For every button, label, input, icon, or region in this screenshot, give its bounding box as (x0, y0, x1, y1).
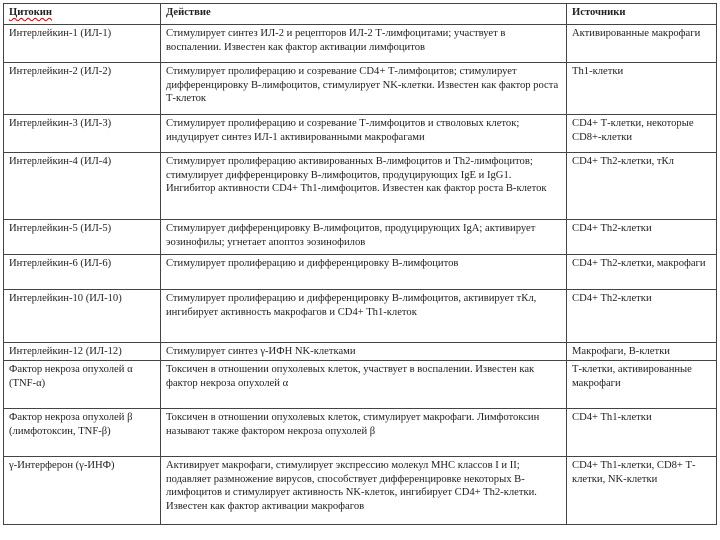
table-row (4, 220, 717, 255)
table-row (4, 255, 717, 290)
cell-cytokine: Интерлейкин-6 (ИЛ-6) (4, 255, 161, 290)
table-row (4, 361, 717, 409)
cell-action: Стимулирует пролиферацию и дифференцировку В-лимфоцитов (161, 255, 567, 290)
table-row (4, 409, 717, 457)
cell-action: Стимулирует пролиферацию и созревание Т-лимфоцитов и стволовых клеток; индуцирует синтез ИЛ-1 активированными макрофагами (161, 115, 567, 153)
table-row (4, 115, 717, 153)
cell-sources: CD4+ Th2-клетки (567, 220, 717, 255)
cell-cytokine: Фактор некроза опухолей β (лимфотоксин, TNF-β) (4, 409, 161, 457)
table-header-row (4, 4, 717, 25)
cell-cytokine: Интерлейкин-5 (ИЛ-5) (4, 220, 161, 255)
cell-cytokine: Интерлейкин-4 (ИЛ-4) (4, 153, 161, 220)
table-row (4, 290, 717, 343)
cell-action: Токсичен в отношении опухолевых клеток, участвует в воспалении. Известен как фактор некроза опухолей α (161, 361, 567, 409)
cell-sources: Активированные макрофаги (567, 25, 717, 63)
table-row (4, 63, 717, 115)
cell-sources: CD4+ Т-клетки, некоторые CD8+-клетки (567, 115, 717, 153)
cell-sources: CD4+ Th1-клетки (567, 409, 717, 457)
cell-action: Стимулирует дифференцировку В-лимфоцитов, продуцирующих IgA; активирует эозинофилы; угнетает апоптоз эозинофилов (161, 220, 567, 255)
cell-cytokine: γ-Интерферон (γ-ИНФ) (4, 457, 161, 525)
header-cytokine: Цитокин (4, 4, 161, 25)
table-row (4, 343, 717, 361)
cell-action: Стимулирует синтез γ-ИФН NK-клетками (161, 343, 567, 361)
cell-action: Активирует макрофаги, стимулирует экспрессию молекул MHC классов I и II; подавляет размножение вирусов, способствует дифференцировке некоторых В-лимфоцитов и стимулирует активность NK-клеток, ингибирует CD4+ Th2-клетки. Известен как фактор активации макрофагов (161, 457, 567, 525)
cell-action: Стимулирует пролиферацию и созревание CD4+ Т-лимфоцитов; стимулирует дифференцировку В-лимфоцитов, стимулирует NK-клетки. Известен как фактор роста Т-клеток (161, 63, 567, 115)
cell-action: Токсичен в отношении опухолевых клеток, стимулирует макрофаги. Лимфотоксин называют также фактором некроза опухолей β (161, 409, 567, 457)
cell-sources: CD4+ Th1-клетки, CD8+ Т-клетки, NK-клетки (567, 457, 717, 525)
table-row (4, 25, 717, 63)
cell-sources: Т-клетки, активированные макрофаги (567, 361, 717, 409)
cell-sources: CD4+ Th2-клетки (567, 290, 717, 343)
table-row (4, 457, 717, 525)
header-sources: Источники (567, 4, 717, 25)
cell-action: Стимулирует синтез ИЛ-2 и рецепторов ИЛ-2 Т-лимфоцитами; участвует в воспалении. Известен как фактор активации лимфоцитов (161, 25, 567, 63)
cell-sources: Th1-клетки (567, 63, 717, 115)
cytokine-table (3, 3, 717, 525)
cell-sources: CD4+ Th2-клетки, макрофаги (567, 255, 717, 290)
cell-cytokine: Интерлейкин-3 (ИЛ-3) (4, 115, 161, 153)
cell-cytokine: Интерлейкин-10 (ИЛ-10) (4, 290, 161, 343)
cell-sources: CD4+ Th2-клетки, тКл (567, 153, 717, 220)
cell-action: Стимулирует пролиферацию и дифференцировку В-лимфоцитов, активирует тКл, ингибирует активность макрофагов и CD4+ Th1-клеток (161, 290, 567, 343)
cell-cytokine: Фактор некроза опухолей α (TNF-α) (4, 361, 161, 409)
cell-cytokine: Интерлейкин-1 (ИЛ-1) (4, 25, 161, 63)
cell-cytokine: Интерлейкин-12 (ИЛ-12) (4, 343, 161, 361)
cell-action: Стимулирует пролиферацию активированных В-лимфоцитов и Th2-лимфоцитов; стимулирует дифференцировку В-лимфоцитов, продуцирующих IgE и IgG1. Ингибитор активности CD4+ Th1-лимфоцитов. Известен как фактор роста В-клеток (161, 153, 567, 220)
cell-sources: Макрофаги, В-клетки (567, 343, 717, 361)
header-action: Действие (161, 4, 567, 25)
table-row (4, 153, 717, 220)
cell-cytokine: Интерлейкин-2 (ИЛ-2) (4, 63, 161, 115)
